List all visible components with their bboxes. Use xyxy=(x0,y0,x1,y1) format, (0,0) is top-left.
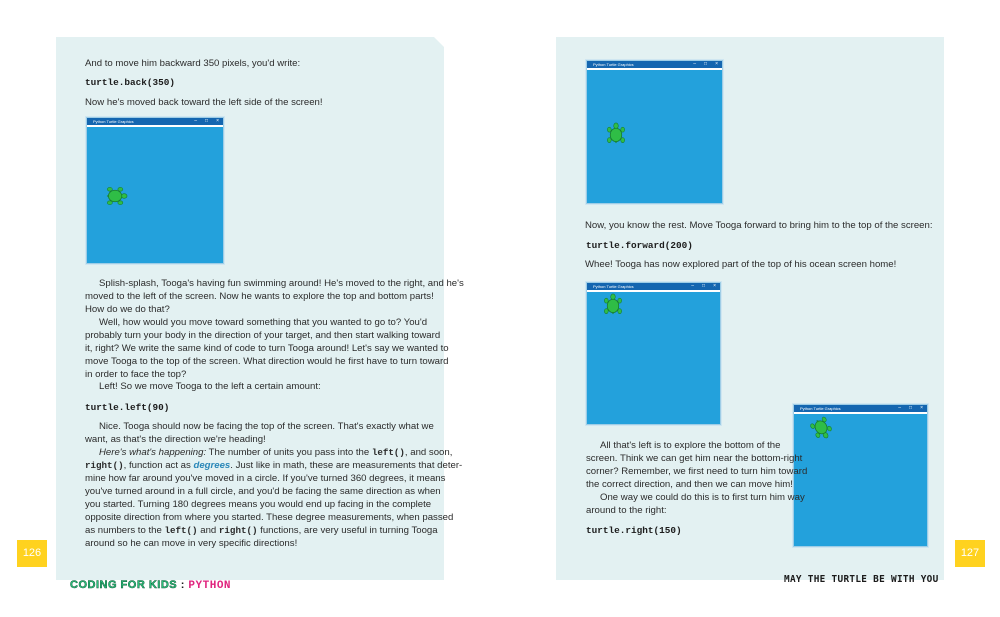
turtle-window-top xyxy=(586,282,721,425)
paragraph-whats-happening: Here's what's happening: The number of units you pass into the left(), and soon, right(), function act as degrees. Just like in math, these are measurements that deter- mine how far around you've moved in a circle. If you've turned 360 degrees, it means you've turned around in a full circle, and you'd be facing the same direction as when you started. Turning 180 degrees means you would end up facing in the complete opposite direction from where you started. These degree measurements, when passed as numbers to the left() and right() functions, are very useful in turning Tooga around so he can move in very specific directions! xyxy=(85,447,463,549)
minimize-icon[interactable]: – xyxy=(693,61,696,67)
paragraph-explore-bottom: All that's left is to explore the bottom of the screen. Think we can get him near the bottom-right corner? Remember, we first need to turn him toward the correct direction, and then we can move him! xyxy=(586,440,808,490)
maximize-icon[interactable]: □ xyxy=(701,283,705,289)
code-turtle-left: turtle.left(90) xyxy=(85,402,170,413)
close-icon[interactable]: × xyxy=(715,61,718,67)
window-title: Python Turtle Graphics xyxy=(93,119,134,124)
window-titlebar xyxy=(87,118,223,125)
maximize-icon[interactable]: □ xyxy=(204,118,208,124)
window-title: Python Turtle Graphics xyxy=(593,284,634,289)
paragraph-one-way: One way we could do this is to first turn him way around to the right: xyxy=(586,492,805,516)
paragraph-nice: Nice. Tooga should now be facing the top of the screen. That's exactly what we want, as that's the direction we're heading! xyxy=(85,421,434,445)
window-title: Python Turtle Graphics xyxy=(593,62,634,67)
term-degrees: degrees xyxy=(193,460,231,471)
maximize-icon[interactable]: □ xyxy=(908,405,912,411)
page-number-left: 126 xyxy=(17,540,47,567)
paragraph-left: Left! So we move Tooga to the left a certain amount: xyxy=(99,381,321,392)
book-title: CODING FOR KIDS : PYTHON xyxy=(70,579,232,592)
turtle-window-right-turn xyxy=(793,404,928,547)
window-titlebar xyxy=(794,405,927,412)
window-titlebar xyxy=(587,61,722,68)
close-icon[interactable]: × xyxy=(216,118,219,124)
paragraph-moved-back: Now he's moved back toward the left side of the screen! xyxy=(85,97,323,108)
close-icon[interactable]: × xyxy=(713,283,716,289)
minimize-icon[interactable]: – xyxy=(691,283,694,289)
paragraph-now-you-know: Now, you know the rest. Move Tooga forward to bring him to the top of the screen: xyxy=(585,220,933,231)
window-title: Python Turtle Graphics xyxy=(800,406,841,411)
minimize-icon[interactable]: – xyxy=(194,118,197,124)
chapter-title: MAY THE TURTLE BE WITH YOU xyxy=(784,574,939,585)
page-number-right: 127 xyxy=(955,540,985,567)
paragraph-splish-splash: Splish-splash, Tooga's having fun swimming around! He's moved to the right, and he's moved to the left of the screen. Now he wants to explore the top and bottom parts! How do we do that? xyxy=(85,278,464,315)
maximize-icon[interactable]: □ xyxy=(703,61,707,67)
turtle-icon xyxy=(808,414,836,443)
turtle-icon xyxy=(106,186,128,206)
turtle-window-back xyxy=(86,117,224,264)
code-turtle-back: turtle.back(350) xyxy=(85,77,176,88)
paragraph-turn-direction: Well, how would you move toward something that you wanted to go to? You'd probably turn your body in the direction of your target, and then start walking toward it, right? We write the same kind of code to turn Tooga around! Let's say we wanted to move Tooga to the top of the screen. What direction would he first have to turn toward in order to face the top? xyxy=(85,317,449,380)
paragraph-whee: Whee! Tooga has now explored part of the top of his ocean screen home! xyxy=(585,259,897,270)
code-turtle-right: turtle.right(150) xyxy=(586,525,682,536)
turtle-icon xyxy=(603,293,623,315)
close-icon[interactable]: × xyxy=(920,405,923,411)
turtle-window-forward-start xyxy=(586,60,723,204)
minimize-icon[interactable]: – xyxy=(898,405,901,411)
window-titlebar xyxy=(587,283,720,290)
code-turtle-forward: turtle.forward(200) xyxy=(586,240,693,251)
paragraph-backward-intro: And to move him backward 350 pixels, you'd write: xyxy=(85,58,301,69)
turtle-icon xyxy=(606,122,626,144)
